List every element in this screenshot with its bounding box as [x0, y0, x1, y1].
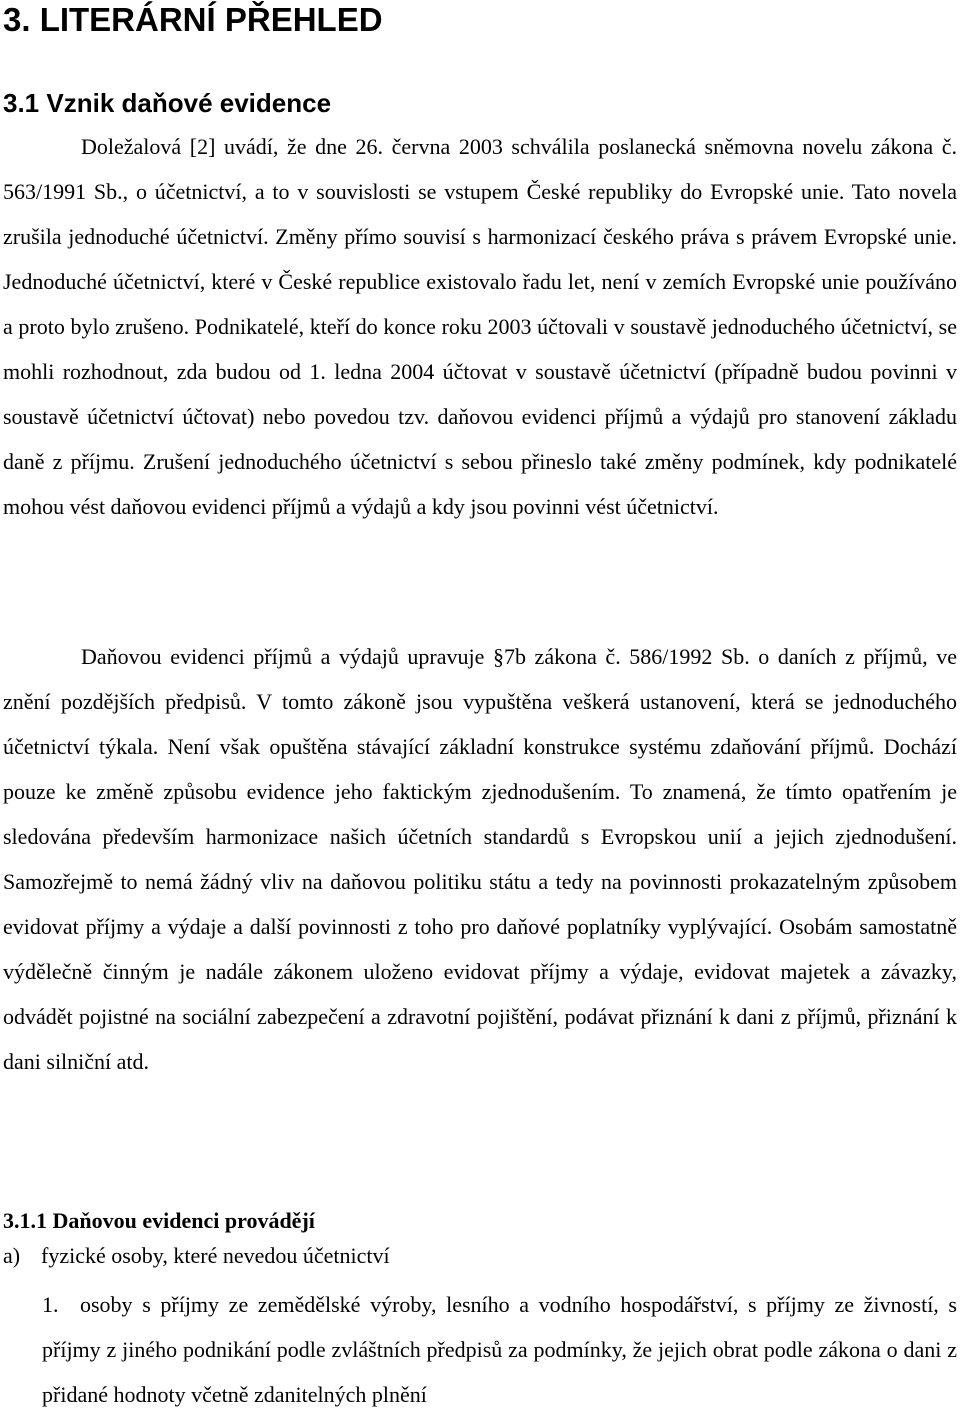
paragraph-tax-records: Daňovou evidenci příjmů a výdajů upravuje §7b zákona č. 586/1992 Sb. o daních z příjmů, ve znění pozdějších předpisů. V tomto zákoně jsou vypuštěna veškerá ustanovení, která se jednoduchého účetnictví týkala. Není však opuštěna stávající základní konstrukce systému zdaňování příjmů. Dochází pouze ke změně způsobu evidence jeho faktickým zjednodušením. To znamená, že tímto opatřením je sledována především harmonizace našich účetních standardů s Evropskou unií a jejich zjednodušení. Samozřejmě to nemá žádný vliv na daňovou politiku státu a tedy na povinnosti prokazatelným způsobem evidovat příjmy a výdaje a další povinnosti z toho pro daňové poplatníky vyplývající. Osobám samostatně výdělečně činným je nadále zákonem uloženo evidovat příjmy a výdaje, evidovat majetek a závazky, odvádět pojistné na sociální zabezpečení a zdravotní pojištění, podávat přiznání k dani z příjmů, přiznání k dani silniční atd.	[3, 644, 957, 1074]
list-item-1-label: 1.	[42, 1292, 59, 1317]
list-item-a	[3, 1236, 390, 1276]
list-item-1	[42, 1282, 957, 1417]
paragraph-intro: Doležalová [2] uvádí, že dne 26. června 2003 schválila poslanecká sněmovna novelu zákona č. 563/1991 Sb., o účetnictví, a to v souvislosti se vstupem České republiky do Evropské unie. Tato novela zrušila jednoduché účetnictví. Změny přímo souvisí s harmonizací českého práva s právem Evropské unie. Jednoduché účetnictví, které v České republice existovalo řadu let, není v zemích Evropské unie používáno a proto bylo zrušeno. Podnikatelé, kteří do konce roku 2003 účtovali v soustavě jednoduchého účetnictví, se mohli rozhodnout, zda budou od 1. ledna 2004 účtovat v soustavě účetnictví (případně budou povinni v soustavě účetnictví účtovat) nebo povedou tzv. daňovou evidenci příjmů a výdajů pro stanovení základu daně z příjmu. Zrušení jednoduchého účetnictví s sebou přineslo také změny podmínek, kdy podnikatelé mohou vést daňovou evidenci příjmů a výdajů a kdy jsou povinni vést účetnictví.	[3, 134, 957, 519]
chapter-heading: 3. LITERÁRNÍ PŘEHLED	[3, 1, 383, 38]
list-item-a-label: a)	[3, 1243, 21, 1268]
list-item-1-text: osoby s příjmy ze zemědělské výroby, lesního a vodního hospodářství, s příjmy ze živností, s příjmy z jiného podnikání podle zvláštních předpisů za podmínky, že jejich obrat podle zákona o dani z přidané hodnoty včetně zdanitelných plnění	[42, 1292, 957, 1407]
subsection-heading: 3.1.1 Daňovou evidenci provádějí	[3, 1208, 315, 1233]
list-item-a-text: fyzické osoby, které nevedou účetnictví	[41, 1243, 390, 1268]
section-heading: 3.1 Vznik daňové evidence	[3, 88, 332, 118]
